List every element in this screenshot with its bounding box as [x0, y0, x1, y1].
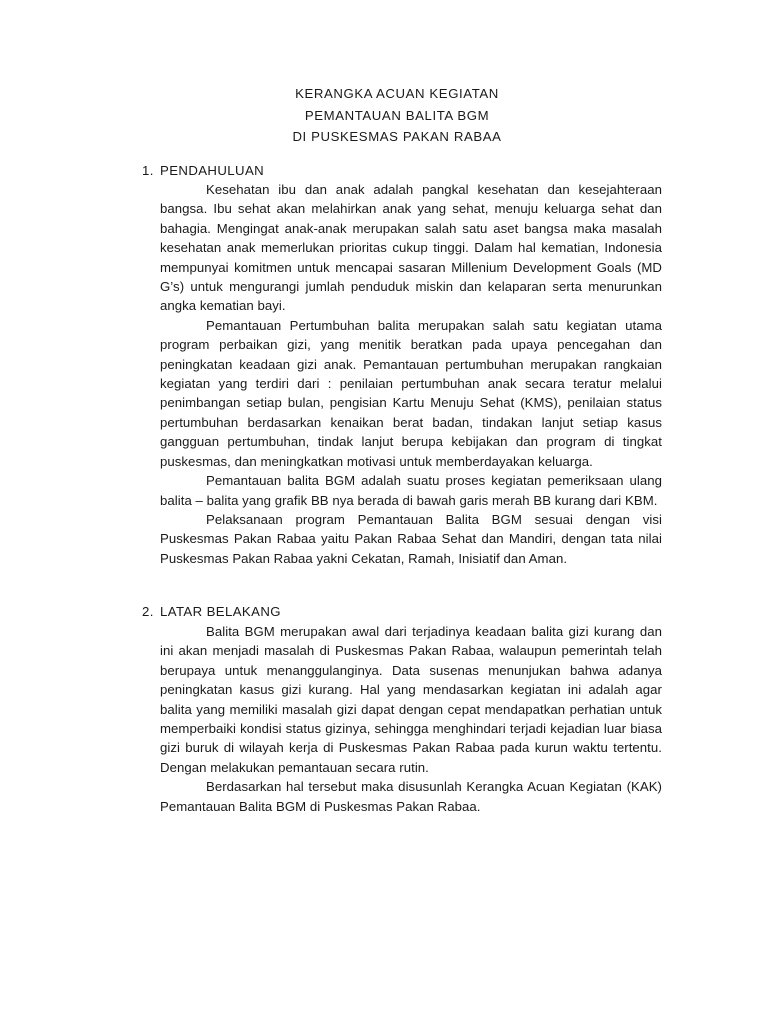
section-title: LATAR BELAKANG — [160, 604, 281, 619]
section-title: PENDAHULUAN — [160, 163, 265, 178]
paragraph: Pemantauan Pertumbuhan balita merupakan salah satu kegiatan utama program perbaikan gizi, yang menitik beratkan pada upaya pencegahan dan peningkatan keadaan gizi anak. Pemantauan pertumbuhan merupakan rangkaian kegiatan yang terdiri dari : penilaian pertumbuhan anak secara teratur melalui penimbangan setiap bulan, pengisian Kartu Menuju Sehat (KMS), penilaian status pertumbuhan berdasarkan kenaikan berat badan, tindakan lanjut setiap kasus gangguan pertumbuhan, tindak lanjut berupa kebijakan dan program di tingkat puskesmas, dan meningkatkan motivasi untuk memberdayakan keluarga. — [160, 317, 662, 469]
paragraph: Kesehatan ibu dan anak adalah pangkal kesehatan dan kesejahteraan bangsa. Ibu sehat akan melahirkan anak yang sehat, menuju keluarga sehat dan bahagia. Mengingat anak-anak merupakan salah satu aset bangsa maka masalah kesehatan anak memerlukan prioritas cukup tinggi. Dalam hal kematian, Indonesia mempunyai komitmen untuk mencapai sasaran Millenium Development Goals (MD G’s) untuk mengurangi jumlah penduduk miskin dan kelaparan serta menurunkan angka kematian bayi. — [160, 182, 662, 314]
paragraph: Berdasarkan hal tersebut maka disusunlah Kerangka Acuan Kegiatan (KAK) Pemantauan Balita BGM di Puskesmas Pakan Rabaa. — [160, 779, 662, 814]
title-line-3: DI PUSKESMAS PAKAN RABAA — [292, 129, 502, 144]
section-heading-latar-belakang — [142, 602, 281, 621]
title-line-1: KERANGKA ACUAN KEGIATAN — [295, 86, 499, 101]
document-title — [0, 83, 768, 148]
section-heading-pendahuluan — [142, 161, 264, 180]
title-line-2: PEMANTAUAN BALITA BGM — [304, 107, 490, 123]
section-number: 2. — [142, 604, 154, 619]
paragraph: Pemantauan balita BGM adalah suatu proses kegiatan pemeriksaan ulang balita – balita yang grafik BB nya berada di bawah garis merah BB kurang dari KBM. — [160, 473, 662, 508]
paragraph: Pelaksanaan program Pemantauan Balita BGM sesuai dengan visi Puskesmas Pakan Rabaa yaitu Pakan Rabaa Sehat dan Mandiri, dengan tata nilai Puskesmas Pakan Rabaa yakni Cekatan, Ramah, Inisiatif dan Aman. — [160, 511, 662, 566]
section-number: 1. — [142, 163, 154, 178]
paragraph: Balita BGM merupakan awal dari terjadinya keadaan balita gizi kurang dan ini akan menjadi masalah di Puskesmas Pakan Rabaa, walaupun pemerintah telah berupaya untuk menanggulanginya. Data susenas menunjukan bahwa adanya peningkatan kasus gizi kurang. Hal yang mendasarkan kegiatan ini adalah agar balita yang memiliki masalah gizi dapat dengan cepat mendapatkan perhatian untuk memperbaiki kondisi status gizinya, sehingga menghindari terjadi kejadian luar biasa gizi buruk di wilayah kerja di Puskesmas Pakan Rabaa pada kurun waktu tertentu. Dengan melakukan pemantauan secara rutin. — [160, 624, 662, 775]
section-body-latar-belakang — [160, 622, 662, 816]
section-body-pendahuluan — [160, 180, 662, 568]
